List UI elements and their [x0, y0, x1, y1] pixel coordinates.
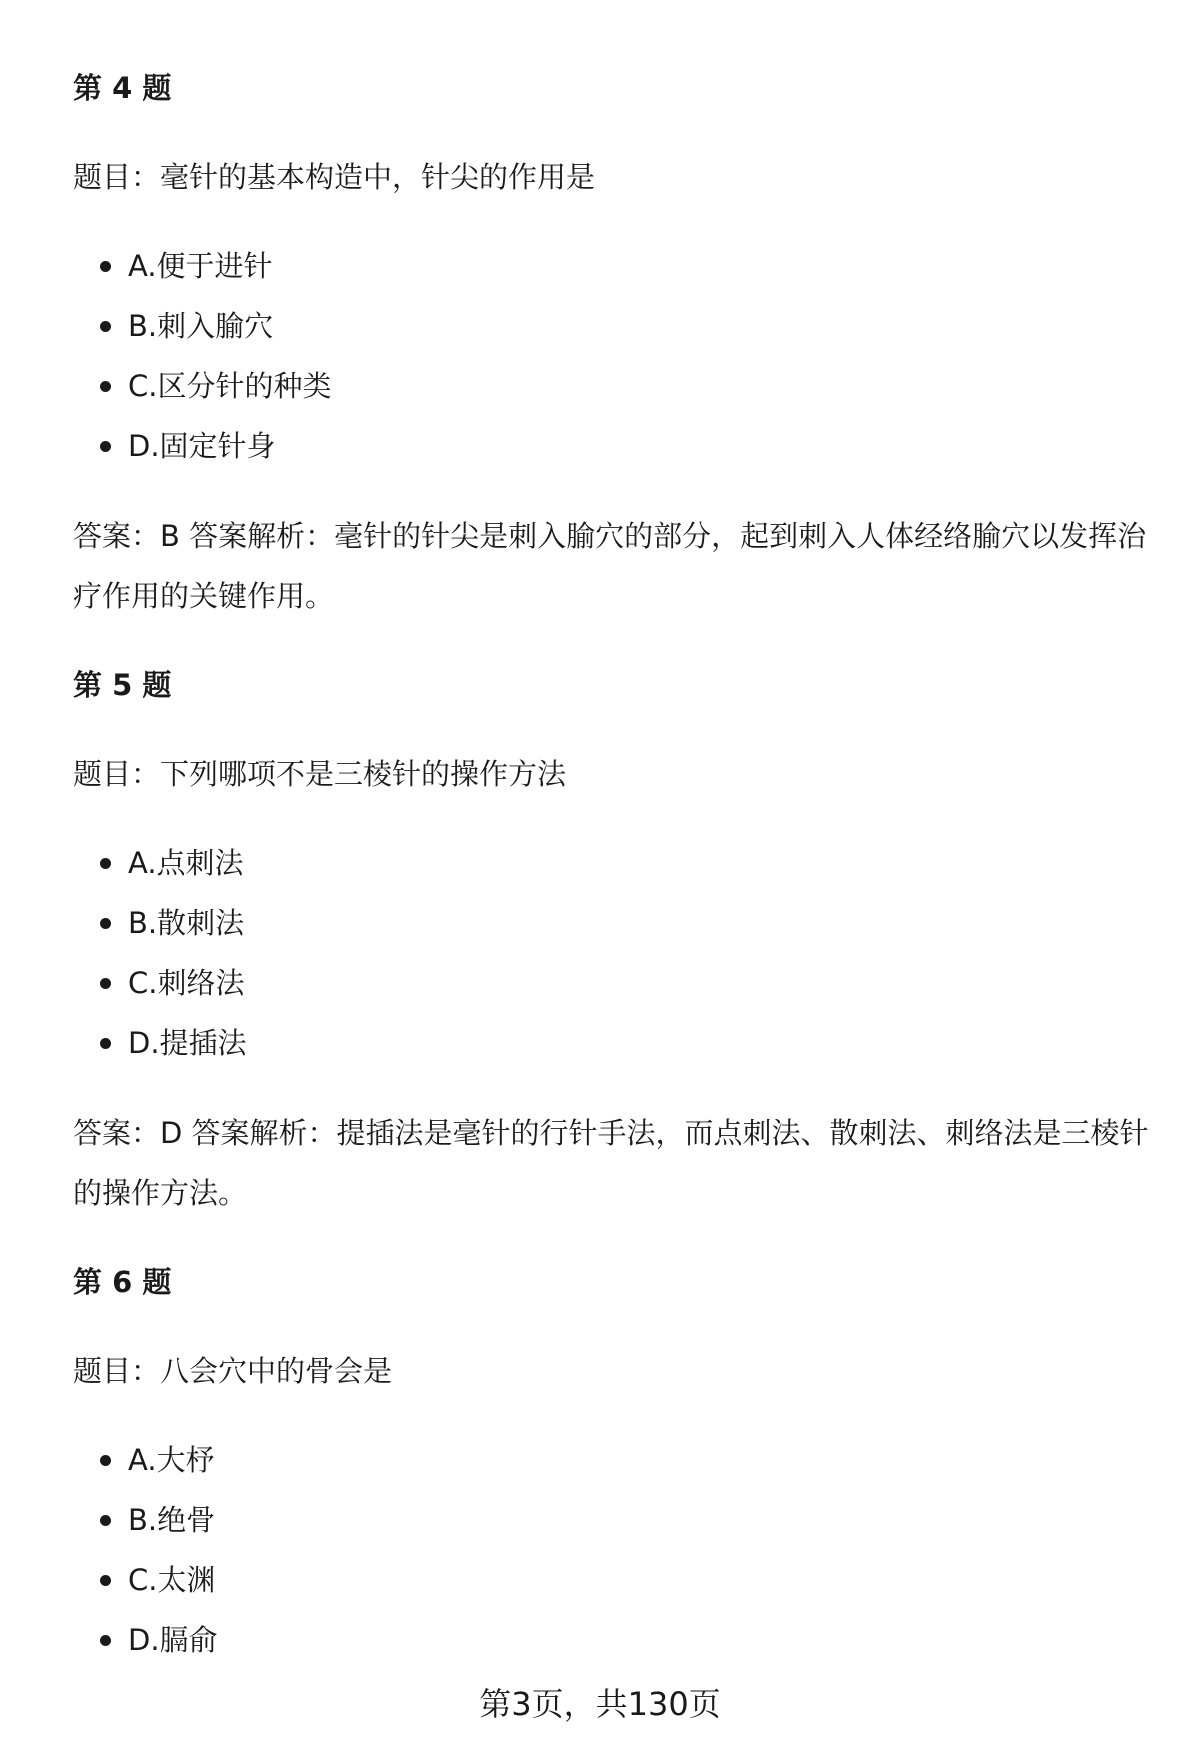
- option-item: [73, 426, 331, 486]
- bullet-icon: [100, 1635, 111, 1646]
- option-label: D.膈俞: [128, 1623, 218, 1657]
- bullet-icon: [100, 918, 111, 929]
- bullet-icon: [100, 858, 111, 869]
- option-label: A.大杼: [128, 1443, 215, 1477]
- option-item: [73, 1023, 247, 1083]
- bullet-icon: [100, 261, 111, 272]
- option-label: C.区分针的种类: [128, 369, 332, 403]
- bullet-icon: [100, 381, 111, 392]
- option-list: [73, 843, 247, 1083]
- option-item: [73, 843, 247, 903]
- option-list: [73, 1440, 218, 1680]
- bullet-icon: [100, 978, 111, 989]
- question-prompt: 题目：八会穴中的骨会是: [73, 1354, 393, 1388]
- bullet-icon: [100, 1455, 111, 1466]
- option-item: [73, 1560, 218, 1620]
- option-label: C.太渊: [128, 1563, 216, 1597]
- option-item: [73, 1500, 218, 1560]
- bullet-icon: [100, 1038, 111, 1049]
- option-list: [73, 246, 331, 486]
- option-label: B.绝骨: [128, 1503, 216, 1537]
- bullet-icon: [100, 1575, 111, 1586]
- option-item: [73, 1440, 218, 1500]
- option-item: [73, 306, 331, 366]
- option-item: [73, 1620, 218, 1680]
- option-label: B.刺入腧穴: [128, 309, 274, 343]
- option-label: A.便于进针: [128, 249, 273, 283]
- option-item: [73, 963, 247, 1023]
- bullet-icon: [100, 1515, 111, 1526]
- answer-explanation: 答案：D 答案解析：提插法是毫针的行针手法，而点刺法、散刺法、刺络法是三棱针的操作方法。: [73, 1116, 1149, 1210]
- question-prompt: 题目：下列哪项不是三棱针的操作方法: [73, 757, 567, 791]
- bullet-icon: [100, 441, 111, 452]
- option-item: [73, 903, 247, 963]
- option-label: D.固定针身: [128, 429, 276, 463]
- question-heading: 第 4 题: [73, 71, 172, 105]
- question-heading: 第 5 题: [73, 668, 172, 702]
- page-number: 第3页，共130页: [479, 1685, 721, 1723]
- option-item: [73, 246, 331, 306]
- bullet-icon: [100, 321, 111, 332]
- answer-explanation: 答案：B 答案解析：毫针的针尖是刺入腧穴的部分，起到刺入人体经络腧穴以发挥治疗作用的关键作用。: [73, 519, 1147, 613]
- option-label: A.点刺法: [128, 846, 244, 880]
- option-item: [73, 366, 331, 426]
- option-label: D.提插法: [128, 1026, 247, 1060]
- question-prompt: 题目：毫针的基本构造中，针尖的作用是: [73, 160, 596, 194]
- option-label: B.散刺法: [128, 906, 245, 940]
- question-heading: 第 6 题: [73, 1265, 172, 1299]
- option-label: C.刺络法: [128, 966, 245, 1000]
